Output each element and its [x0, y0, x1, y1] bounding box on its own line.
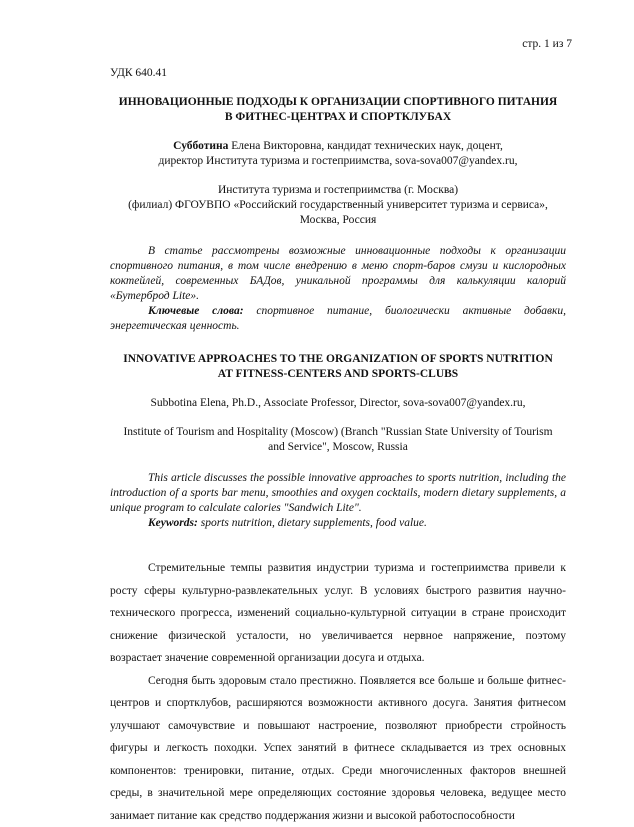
affiliation-en-line1: Institute of Tourism and Hospitality (Moscow) (Branch "Russian State University of Tourism	[110, 425, 566, 440]
keywords-ru-text: спортивное питание, биологически активные добавки, энергетическая ценность.	[110, 305, 566, 332]
abstract-en: This article discusses the possible innovative approaches to sports nutrition, including the introduction of a sports bar menu, smoothies and oxygen cocktails, modern dietary supplements, a unique program to calculate calories "Sandwich Lite".	[110, 471, 566, 516]
title-ru	[110, 95, 566, 125]
page-number: стр. 1 из 7	[522, 38, 572, 50]
title-en	[110, 352, 566, 382]
affiliation-en-line2: and Service", Moscow, Russia	[110, 440, 566, 455]
abstract-ru: В статье рассмотрены возможные инновационные подходы к организации спортивного питания, в том числе внедрению в меню спорт-баров смузи и кислородных коктейлей, современных БАДов, уникальной программы для калькуляции калорий «Бутерброд Lite».	[110, 244, 566, 304]
author-en: Subbotina Elena, Ph.D., Associate Professor, Director, sova-sova007@yandex.ru,	[110, 396, 566, 411]
title-en-line1: INNOVATIVE APPROACHES TO THE ORGANIZATION OF SPORTS NUTRITION	[110, 352, 566, 367]
title-ru-line1: ИННОВАЦИОННЫЕ ПОДХОДЫ К ОРГАНИЗАЦИИ СПОРТИВНОГО ПИТАНИЯ	[110, 95, 566, 110]
article-content	[110, 66, 566, 827]
author-surname: Субботина	[173, 140, 228, 152]
keywords-en-label: Keywords:	[148, 517, 198, 529]
title-ru-line2: В ФИТНЕС-ЦЕНТРАХ И СПОРТКЛУБАХ	[110, 110, 566, 125]
author-ru-line2: директор Института туризма и гостеприимства, sova-sova007@yandex.ru,	[110, 154, 566, 169]
keywords-en	[148, 516, 566, 531]
keywords-ru-label: Ключевые слова:	[148, 305, 244, 317]
body-text	[110, 557, 566, 827]
keywords-ru	[110, 304, 566, 334]
keywords-en-text: sports nutrition, dietary supplements, food value.	[198, 517, 427, 529]
title-en-line2: AT FITNESS-CENTERS AND SPORTS-CLUBS	[110, 367, 566, 382]
udk-code: УДК 640.41	[110, 66, 566, 81]
body-paragraph-1: Стремительные темпы развития индустрии туризма и гостеприимства привели к росту сферы культурно-развлекательных услуг. В условиях быстрого развития научно-технического прогресса, изменений социально-культурной ситуации в стране происходит снижение физической усталости, но увеличивается нервное напряжение, поэтому возрастает значение современной организации досуга и отдыха.	[110, 557, 566, 670]
affiliation-ru-line2: (филиал) ФГОУВПО «Российский государственный университет туризма и сервиса»,	[110, 198, 566, 213]
author-ru-rest: Елена Викторовна, кандидат технических наук, доцент,	[228, 140, 502, 152]
body-paragraph-2: Сегодня быть здоровым стало престижно. Появляется все больше и больше фитнес-центров и спортклубов, расширяются возможности активного досуга. Занятия фитнесом улучшают самочувствие и повышают настроение, позволяют приобрести стройность фигуры и легкость походки. Успех занятий в фитнесе складывается из трех основных компонентов: тренировки, питание, отдых. Среди многочисленных факторов внешней среды, в значительной мере определяющих состояние здоровья человека, ведущее место занимает питание как средство поддержания жизни и высокой работоспособности	[110, 670, 566, 827]
author-ru	[110, 139, 566, 154]
affiliation-ru-line1: Института туризма и гостеприимства (г. Москва)	[110, 183, 566, 198]
affiliation-ru-line3: Москва, Россия	[110, 213, 566, 228]
